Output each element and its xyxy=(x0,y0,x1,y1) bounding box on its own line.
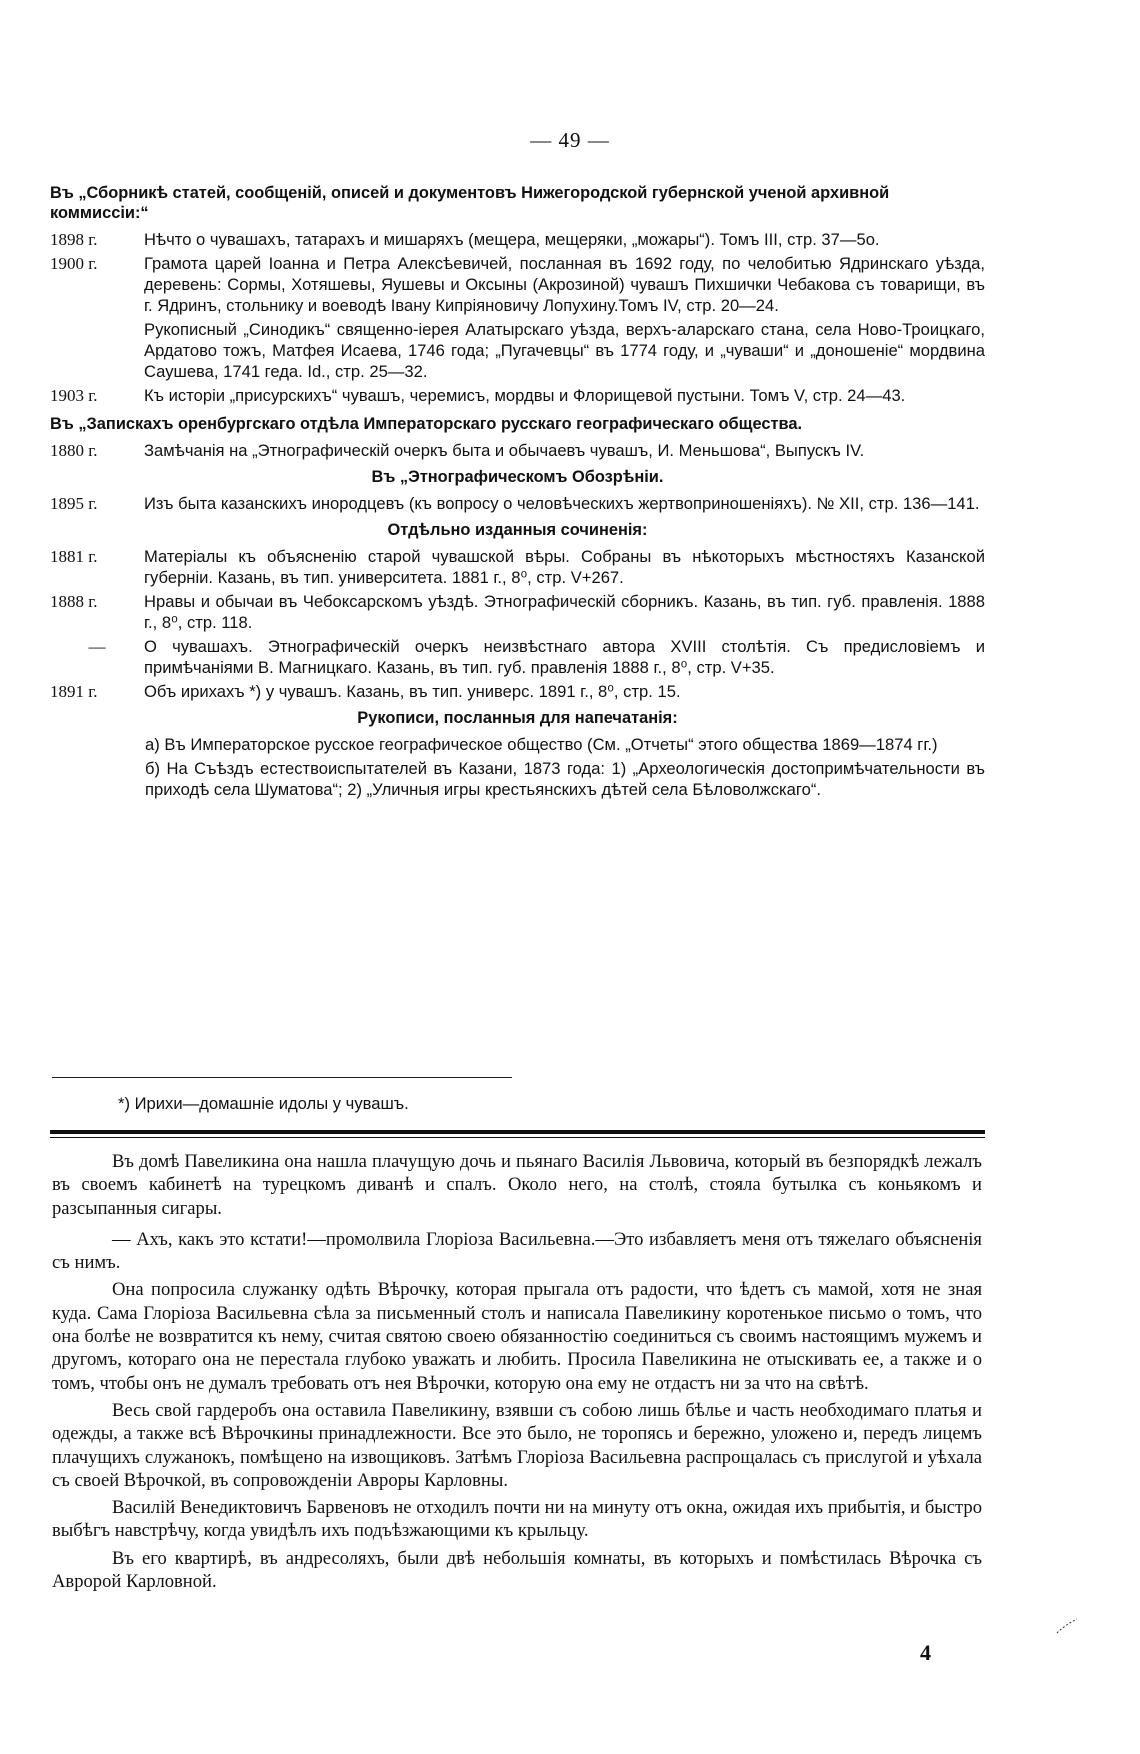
entry-year: — xyxy=(88,637,106,656)
entry-text: Грамота царей Іоанна и Петра Алексѣевичей, посланная въ 1692 году, по челобитью Ядринскаго уѣзда, деревень: Сормы, Хотяшевы, Яушевы и Оксыны (Акрозиной) чувашъ Пихшички Чебакова съ товарищи, въ г. Ядринъ, стольнику и воеводѣ Івану Кипріяновичу Лопухину.Томъ IV, стр. 20—24. xyxy=(144,254,985,315)
footnote-divider xyxy=(52,1077,512,1078)
biblio-entry xyxy=(50,253,985,316)
entry-year: 1895 г. xyxy=(50,494,98,513)
section-heading-nizhny: Въ „Сборникѣ статей, сообщеній, описей и документовъ Нижегородской губернской ученой архивной коммиссіи:“ xyxy=(50,184,890,222)
signature-mark: 4 xyxy=(920,1640,931,1665)
entry-text: Нравы и обычаи въ Чебоксарскомъ уѣздѣ. Этнографическій сборникъ. Казань, въ тип. губ. правленія. 1888 г., 8⁰, стр. 118. xyxy=(144,592,985,632)
manuscript-item: а) Въ Императорское русское географическое общество (См. „Отчеты“ этого общества 1869—1874 гг.) xyxy=(145,735,938,754)
biblio-entry xyxy=(50,385,985,406)
paragraph: Весь свой гардеробъ она оставила Павеликину, взявши съ собою лишь бѣлье и часть необходимаго платья и одежды, а также всѣ Вѣрочкины принадлежности. Все это было, не торопясь и бережно, уложено и, передъ лицемъ плачущихъ служанокъ, помѣщено на извощиковъ. Затѣмъ Глоріоза Васильевна распрощалась съ прислугой и уѣхала съ своей Вѣрочкой, въ сопровожденіи Авроры Карловны. xyxy=(52,1399,982,1491)
entry-year: 1898 г. xyxy=(50,230,98,249)
entry-year: 1900 г. xyxy=(50,254,98,273)
biblio-entry xyxy=(50,319,985,382)
biblio-entry xyxy=(50,546,985,588)
entry-text: Нѣчто о чувашахъ, татарахъ и мишаряхъ (мещера, мещеряки, „можары“). Томъ III, стр. 37—5о. xyxy=(144,230,880,249)
paragraph: Василій Венедиктовичъ Барвеновъ не отходилъ почти ни на минуту отъ окна, ожидая ихъ прибытія, и быстро выбѣгъ навстрѣчу, когда увидѣлъ ихъ подъѣзжающими къ крыльцу. xyxy=(52,1497,982,1542)
entry-year: 1880 г. xyxy=(50,441,98,460)
biblio-entry xyxy=(50,229,985,250)
footnote: *) Ирихи—домашніе идолы у чувашъ. xyxy=(118,1094,409,1113)
pen-stroke-mark xyxy=(1055,1617,1079,1635)
biblio-entry xyxy=(50,493,985,514)
page-number: — 49 — xyxy=(530,128,610,152)
entry-text: Матеріалы къ объясненію старой чувашской вѣры. Собраны въ нѣкоторыхъ мѣстностяхъ Казанской губерніи. Казань, въ тип. университета. 1881 г., 8⁰, стр. V+267. xyxy=(144,547,985,587)
section-heading-orenburg: Въ „Запискахъ оренбургскаго отдѣла Императорскаго русскаго географическаго общества. xyxy=(50,415,803,433)
entry-text: Къ исторіи „присурскихъ“ чувашъ, черемисъ, мордвы и Флорищевой пустыни. Томъ V, стр. 24—43. xyxy=(144,386,906,405)
entry-year: 1888 г. xyxy=(50,592,98,611)
paragraph: Въ его квартирѣ, въ андресоляхъ, были двѣ небольшія комнаты, въ которыхъ и помѣстилась Вѣрочка съ Авророй Карловной. xyxy=(52,1547,982,1593)
bibliography xyxy=(50,183,985,803)
entry-text: Рукописный „Синодикъ“ священно-іерея Алатырскаго уѣзда, верхъ-аларскаго стана, села Ново-Троицкаго, Ардатово тожъ, Матфея Исаева, 1746 года; „Пугачевцы“ въ 1774 году, и „чуваши“ и „доношеніе“ мордвина Саушева, 1741 геда. Id., стр. 25—32. xyxy=(144,320,985,381)
entry-text: Замѣчанія на „Этнографическій очеркъ быта и обычаевъ чувашъ, И. Меньшова“, Выпускъ IV. xyxy=(144,441,865,460)
section-heading-ethnographic-review: Въ „Этнографическомъ Обозрѣніи. xyxy=(371,468,664,486)
entry-year xyxy=(50,319,144,382)
entry-text: О чувашахъ. Этнографическій очеркъ неизвѣстнаго автора XVIII столѣтія. Съ предисловіемъ и примѣчаніями В. Магницкаго. Казань, въ тип. губ. правленія 1888 г., 8⁰, стр. V+35. xyxy=(144,637,985,677)
section-rule-thin xyxy=(50,1137,985,1138)
paragraph: Въ домѣ Павеликина она нашла плачущую дочь и пьянаго Василія Львовича, который въ безпорядкѣ лежалъ въ своемъ кабинетѣ на турецкомъ диванѣ и спалъ. Около него, на столѣ, стояла бутылка съ коньякомъ и разсыпанныя сигары. xyxy=(52,1151,982,1219)
biblio-entry xyxy=(50,440,985,461)
entry-year: 1891 г. xyxy=(50,682,98,701)
entry-year: 1881 г. xyxy=(50,547,98,566)
entry-text: Изъ быта казанскихъ инородцевъ (къ вопросу о человѣческихъ жертвоприношеніяхъ). № XII, стр. 136—141. xyxy=(144,494,980,513)
biblio-entry xyxy=(50,636,985,678)
novel-text xyxy=(52,1150,982,1597)
section-rule-thick xyxy=(50,1130,985,1134)
manuscript-item: б) На Съѣздъ естествоиспытателей въ Казани, 1873 года: 1) „Археологическія достопримѣчательности въ приходѣ села Шуматова“; 2) „Уличныя игры крестьянскихъ дѣтей села Бѣловолжскаго“. xyxy=(145,759,985,799)
biblio-entry xyxy=(50,591,985,633)
paragraph: Она попросила служанку одѣть Вѣрочку, которая прыгала отъ радости, что ѣдетъ съ мамой, хотя не зная куда. Сама Глоріоза Васильевна сѣла за письменный столъ и написала Павеликину коротенькое письмо о томъ, что она болѣе не возвратится къ нему, считая святою своею обязанностію соединиться съ своимъ настоящимъ мужемъ и другомъ, котораго она не перестала глубоко уважать и любить. Просила Павеликина не отыскивать ее, а также и о томъ, чтобы онъ не думалъ требовать отъ нея Вѣрочки, которую она ему не отдастъ ни за что на свѣтѣ. xyxy=(52,1279,982,1394)
section-heading-separate-works: Отдѣльно изданныя сочиненія: xyxy=(387,521,648,539)
section-heading-manuscripts: Рукописи, посланныя для напечатанія: xyxy=(357,709,678,727)
entry-year: 1903 г. xyxy=(50,386,98,405)
biblio-entry xyxy=(50,681,985,702)
paragraph: — Ахъ, какъ это кстати!—промолвила Глоріоза Васильевна.—Это избавляетъ меня отъ тяжелаго объясненія съ нимъ. xyxy=(52,1228,982,1274)
entry-text: Объ ирихахъ *) у чувашъ. Казань, въ тип. универс. 1891 г., 8⁰, стр. 15. xyxy=(144,682,681,701)
manuscript-list xyxy=(50,734,985,800)
